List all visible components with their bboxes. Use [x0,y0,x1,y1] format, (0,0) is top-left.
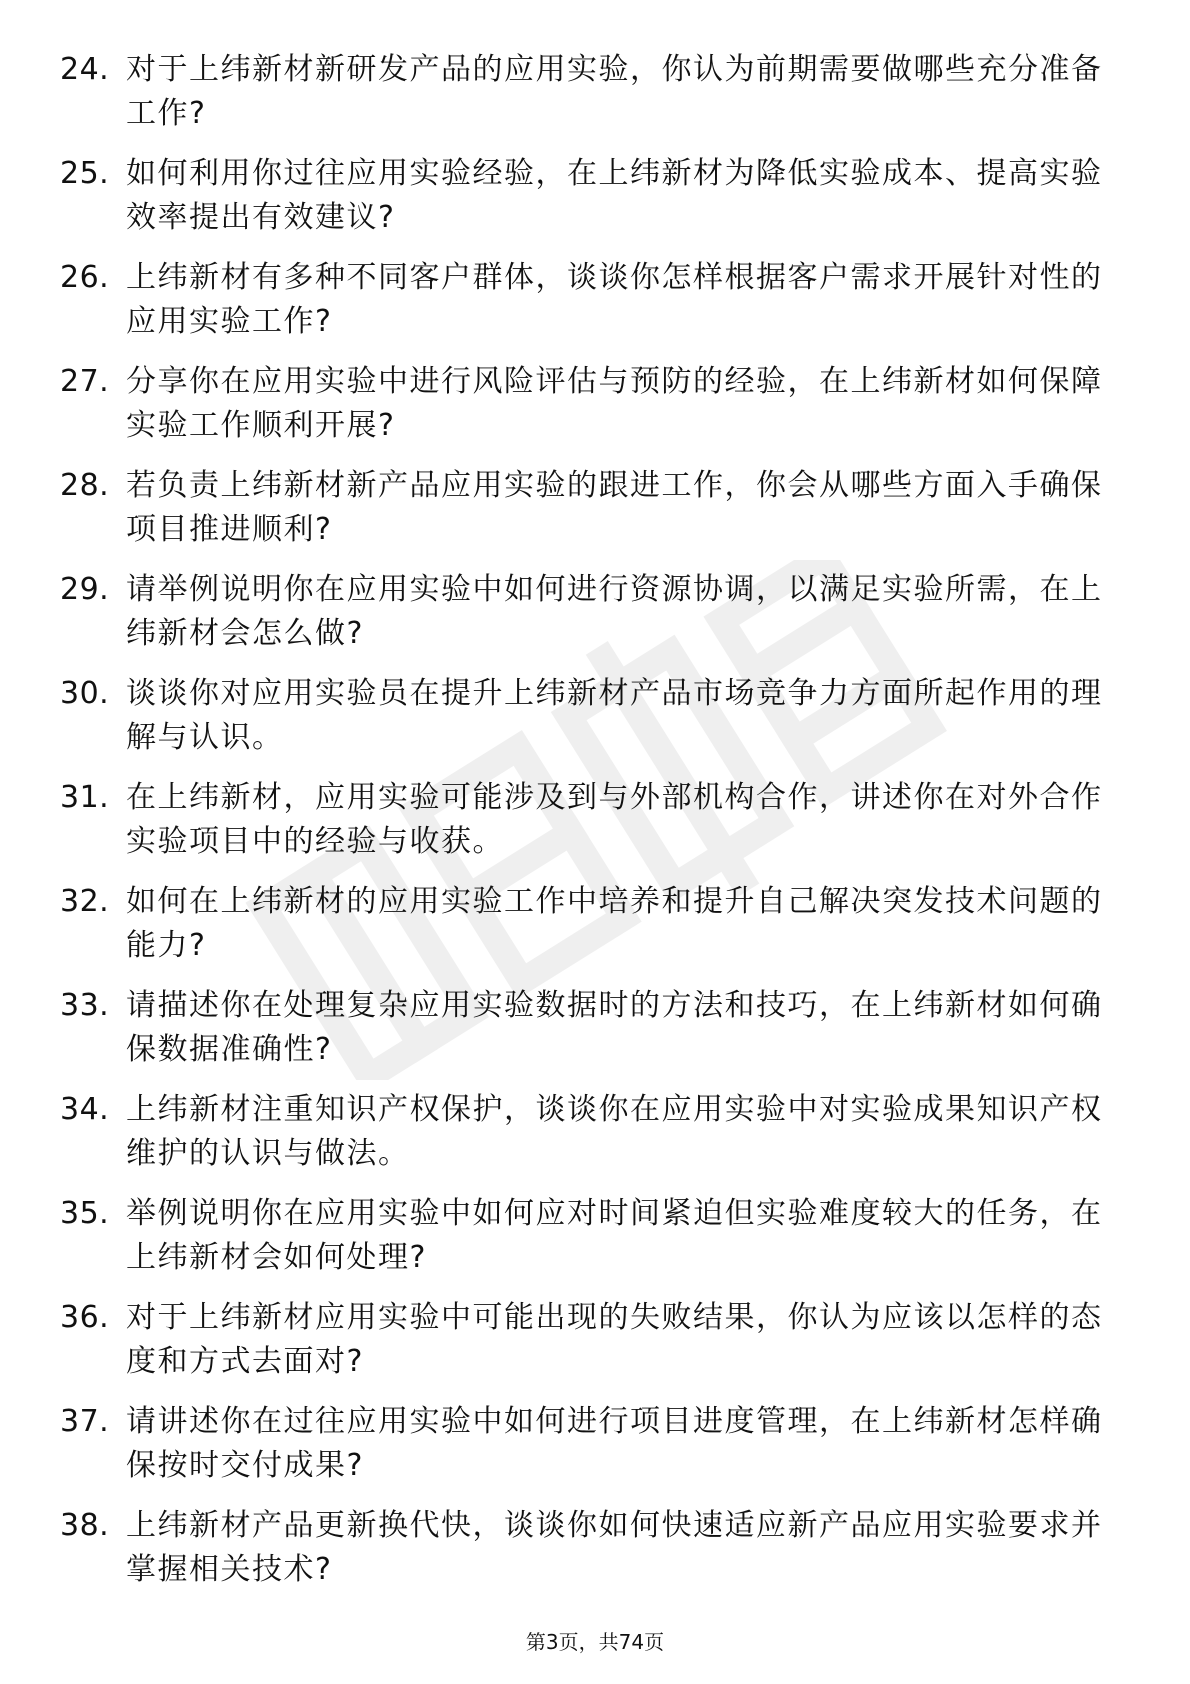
question-number: 34. [60,1092,110,1127]
question-text: 请讲述你在过往应用实验中如何进行项目进度管理，在上纬新材怎样确保按时交付成果? [126,1404,1103,1483]
question-item [60,360,1120,464]
question-item [60,1296,1120,1400]
question-item [60,1088,1120,1192]
question-number: 28. [60,468,110,503]
question-text: 对于上纬新材应用实验中可能出现的失败结果，你认为应该以怎样的态度和方式去面对? [126,1300,1103,1379]
question-number: 36. [60,1300,110,1335]
question-number: 38. [60,1508,110,1543]
question-text: 分享你在应用实验中进行风险评估与预防的经验，在上纬新材如何保障实验工作顺利开展? [126,364,1103,443]
question-item [60,152,1120,256]
question-text: 上纬新材有多种不同客户群体，谈谈你怎样根据客户需求开展针对性的应用实验工作? [126,260,1103,339]
question-text: 请描述你在处理复杂应用实验数据时的方法和技巧，在上纬新材如何确保数据准确性? [126,988,1103,1067]
question-number: 37. [60,1404,110,1439]
question-item [60,48,1120,152]
question-item [60,1400,1120,1504]
question-item [60,880,1120,984]
question-item [60,256,1120,360]
question-item [60,464,1120,568]
question-number: 31. [60,780,110,815]
question-list [60,48,1120,1608]
question-number: 25. [60,156,110,191]
question-item [60,568,1120,672]
question-number: 30. [60,676,110,711]
question-number: 27. [60,364,110,399]
question-text: 上纬新材产品更新换代快，谈谈你如何快速适应新产品应用实验要求并掌握相关技术? [126,1508,1103,1587]
page-footer [0,1628,1190,1656]
question-text: 举例说明你在应用实验中如何应对时间紧迫但实验难度较大的任务，在上纬新材会如何处理? [126,1196,1103,1275]
question-item [60,672,1120,776]
question-number: 32. [60,884,110,919]
question-text: 请举例说明你在应用实验中如何进行资源协调，以满足实验所需，在上纬新材会怎么做? [126,572,1103,651]
question-number: 33. [60,988,110,1023]
question-text: 对于上纬新材新研发产品的应用实验，你认为前期需要做哪些充分准备工作? [126,52,1103,131]
question-item [60,984,1120,1088]
page-number-label: 第3页，共74页 [525,1630,665,1654]
question-item [60,1504,1120,1608]
question-number: 26. [60,260,110,295]
question-item [60,1192,1120,1296]
question-text: 若负责上纬新材新产品应用实验的跟进工作，你会从哪些方面入手确保项目推进顺利? [126,468,1103,547]
question-text: 上纬新材注重知识产权保护，谈谈你在应用实验中对实验成果知识产权维护的认识与做法。 [126,1092,1103,1171]
question-text: 如何利用你过往应用实验经验，在上纬新材为降低实验成本、提高实验效率提出有效建议? [126,156,1103,235]
question-number: 35. [60,1196,110,1231]
question-text: 如何在上纬新材的应用实验工作中培养和提升自己解决突发技术问题的能力? [126,884,1103,963]
question-number: 24. [60,52,110,87]
question-text: 在上纬新材，应用实验可能涉及到与外部机构合作，讲述你在对外合作实验项目中的经验与收获。 [126,780,1103,859]
question-text: 谈谈你对应用实验员在提升上纬新材产品市场竞争力方面所起作用的理解与认识。 [126,676,1103,755]
question-number: 29. [60,572,110,607]
question-item [60,776,1120,880]
